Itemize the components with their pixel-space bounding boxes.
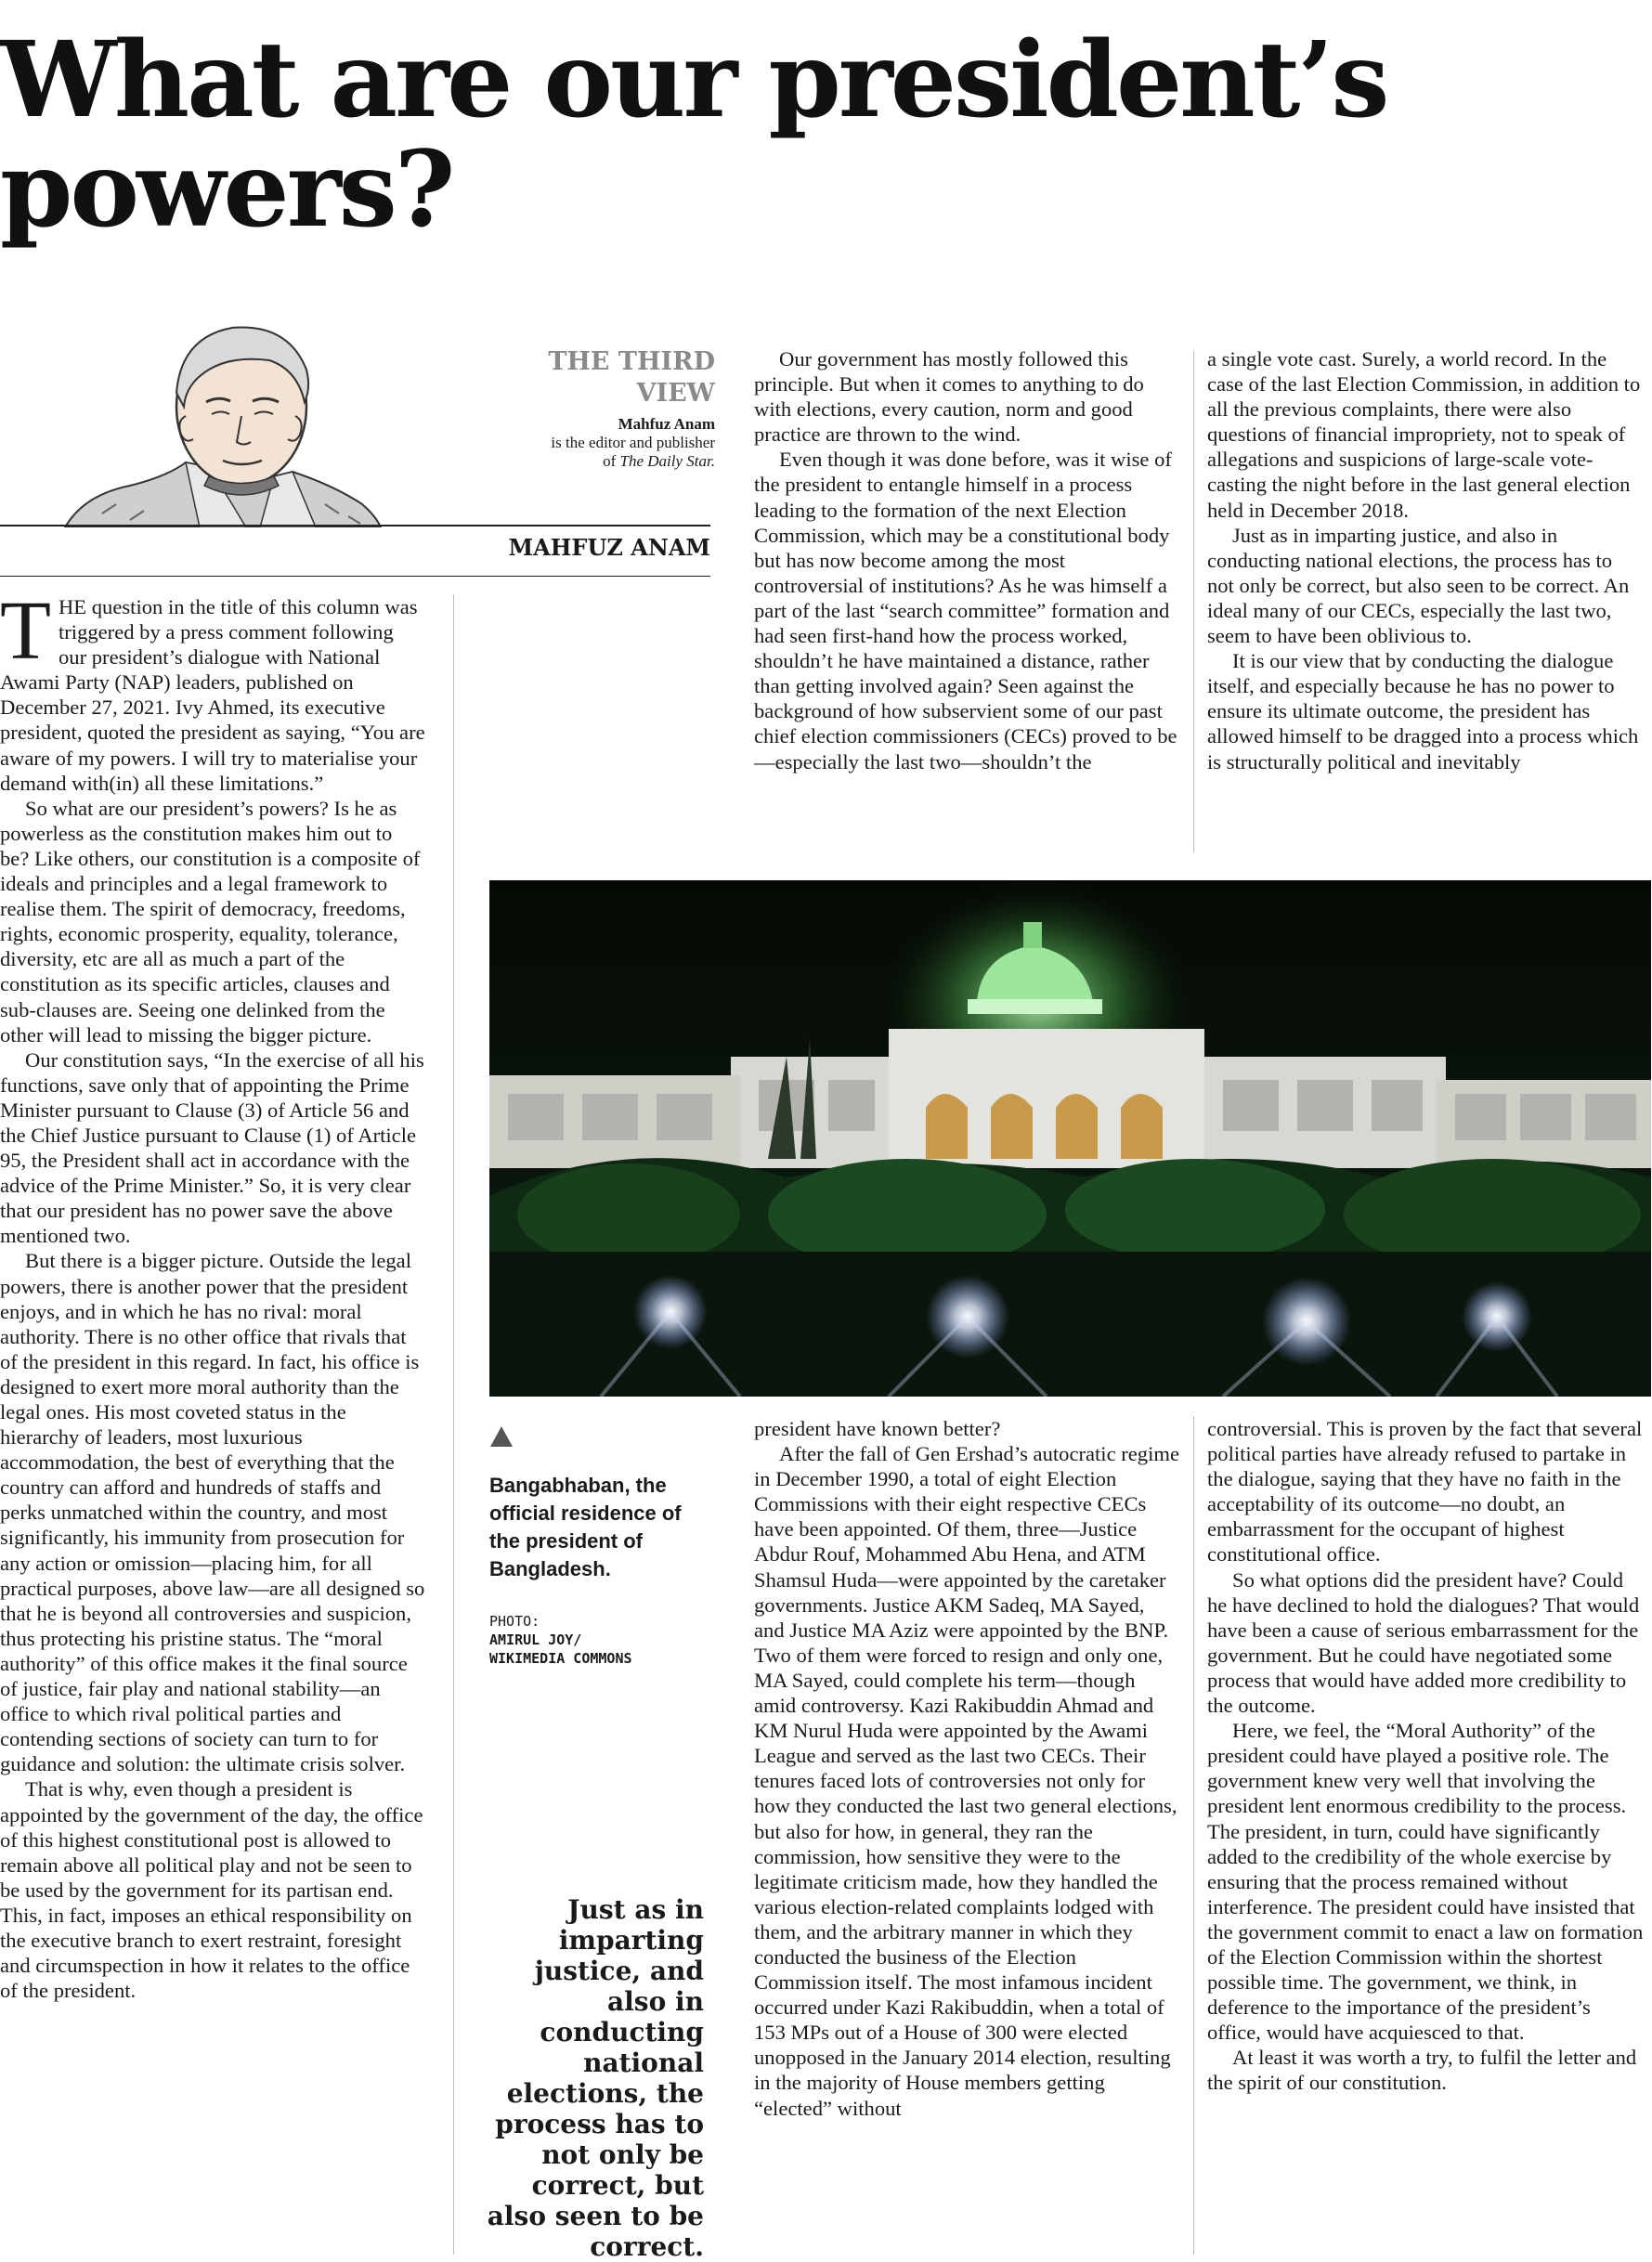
article-column-2-bottom: [754, 1416, 1179, 2121]
author-bio-role: is the editor and publisher: [551, 434, 715, 451]
article-paragraph: Our constitution says, “In the exercise of all his functions, save only that of appointing the Prime Minister pursuant to Clause (3) of Article 56 and the Chief Justice pursuant to Clause (1) of Article 95, the President shall act in accordance with the advice of the Prime Minister.” So, it is very clear that our president has no power save the above mentioned two.: [0, 1047, 424, 1248]
article-paragraph: Here, we feel, the “Moral Authority” of the president could have played a positive role. The government knew very well that involving the president lent enormous credibility to the process. The president, in turn, could have significantly added to the credibility of the whole exercise by ensuring that the process remained without interference. The president could have insisted that the government commit to enact a law on formation of the Election Commission within the shortest possible time. The government, we think, in deference to the importance of the president’s office, would have acquiesced to that.: [1207, 1719, 1644, 2045]
photo-caption: Bangabhaban, the official residence of the president of Bangladesh.: [489, 1474, 682, 1580]
article-column-2-top: [754, 346, 1179, 774]
pull-quote: Just as in imparting justice, and also in conducting national elections, the process has to not only be correct, but also seen to be correct.: [487, 1894, 704, 2262]
publication-name: The Daily Star.: [619, 452, 715, 470]
column-kicker-line-2: VIEW: [636, 379, 715, 408]
article-paragraph: Our government has mostly followed this principle. But when it comes to anything to do with elections, every caution, norm and good practice are thrown to the wind.: [754, 347, 1144, 447]
article-paragraph: Even though it was done before, was it wise of the president to entangle himself in a process leading to the formation of the next Election Commission, which may be a constitutional body but has now become among the most controversial of institutions? As he was himself a part of the last “search committee” formation and had seen first-hand how the process worked, shouldn’t he have maintained a distance, rather than getting involved again? Seen against the background of how subservient some of our past chief election commissioners (CECs) proved to be—especially the last two—shouldn’t the: [754, 448, 1177, 774]
author-name: MAHFUZ ANAM: [508, 534, 710, 561]
headline: What are our president’s powers?: [0, 20, 1387, 251]
author-bio-publication-prefix: of: [603, 452, 620, 470]
article-paragraph: At least it was worth a try, to fulfil the letter and the spirit of our constitution.: [1207, 2046, 1637, 2095]
article-paragraph: It is our view that by conducting the dialogue itself, and especially because he has no power to ensure its ultimate outcome, the president has allowed himself to be dragged into a process which is structurally political and inevitably: [1207, 649, 1639, 774]
article-paragraph-text: HE question in the title of this column was triggered by a press comment following our president’s dialogue with National Awami Party (NAP) leaders, published on December 27, 2021. Ivy Ahmed, its executive president, quoted the president as saying, “You are aware of my powers. I will try to materialise your demand with(in) all these limitations.”: [0, 595, 425, 795]
article-paragraph: But there is a bigger picture. Outside the legal powers, there is another power that the president enjoys, and in which he has no rival: moral authority. There is no other office that rivals that of the president in this regard. In fact, his office is designed to exert more moral authority than the legal ones. His most coveted status in the hierarchy of leaders, most luxurious accommodation, the best of everything that the country can afford and hundreds of staffs and perks unmatched within the country, and most significantly, his immunity from prosecution for any action or omission—placing him, for all practical purposes, above law—are all designed so that he is beyond all controversies and suspicion, thus protecting his pristine status. The “moral authority” of this office makes it the final source of justice, fair play and national stability—an office to which rival political parties and contending sections of society can turn to for guidance and solution: the ultimate crisis solver.: [0, 1249, 425, 1776]
caption-pointer-icon: [490, 1426, 513, 1447]
article-paragraph: After the fall of Gen Ershad’s autocratic regime in December 1990, a total of eight Election Commissions with their eight respective CECs have been appointed. Of them, three—Justice Abdur Rouf, Mohammed Abu Hena, and ATM Shamsul Huda—were appointed by the caretaker governments. Justice AKM Sadeq, MA Sayed, and Justice MA Aziz were appointed by the BNP. Two of them were forced to resign and only one, MA Sayed, could complete his term—though amid controversy. Kazi Rakibuddin Ahmad and KM Nurul Huda were appointed by the Awami League and served as the last two CECs. Their tenures faced lots of controversies not only for how they conducted the last two general elections, but also for how, in general, they ran the commission, how sensitive they were to the legitimate criticism made, how they handled the various election-related complaints lodged with them, and the arbitrary manner in which they conducted the business of the Election Commission itself. The most infamous incident occurred under Kazi Rakibuddin, when a total of 153 MPs out of a House of 300 were elected unopposed in the January 2014 election, resulting in the majority of House members getting “elected” without: [754, 1442, 1179, 2120]
article-column-3-bottom: [1207, 1416, 1644, 2096]
column-divider: [1193, 351, 1194, 852]
photo-credit-source: WIKIMEDIA COMMONS: [489, 1650, 632, 1667]
drop-cap: T: [0, 585, 51, 677]
author-bio-name: Mahfuz Anam: [618, 415, 715, 433]
column-kicker-line-1: THE THIRD: [548, 347, 715, 376]
column-kicker: [483, 346, 715, 410]
byline-bottom-rule: [0, 576, 710, 577]
article-column-3-top: [1207, 346, 1644, 774]
photo-credit-name: AMIRUL JOY/: [489, 1632, 582, 1648]
article-paragraph: So what options did the president have? Could he have declined to hold the dialogues? That would have been a cause of serious embarrassment for the government. But he could have negotiated some process that would have added more credibility to the outcome.: [1207, 1567, 1640, 1718]
photo-credit: [489, 1612, 712, 1668]
byline-top-rule: [0, 525, 710, 526]
author-bio-publication: [483, 452, 715, 471]
article-paragraph: [0, 585, 425, 796]
author-bio: [483, 415, 715, 471]
article-paragraph: president have known better?: [754, 1417, 1001, 1440]
article-paragraph: Just as in imparting justice, and also in conducting national elections, the process has to not only be correct, but also seen to be correct. An ideal many of our CECs, especially the last two, seem to have been oblivious to.: [1207, 523, 1630, 648]
photo-credit-label: PHOTO:: [489, 1613, 540, 1630]
column-divider: [453, 594, 454, 2255]
article-paragraph: So what are our president’s powers? Is he as powerless as the constitution makes him out to be? Like others, our constitution is a composite of ideals and principles and a legal framework to realise them. The spirit of democracy, freedoms, rights, economic prosperity, equality, tolerance, diversity, etc are all as much a part of the constitution as its specific articles, clauses and sub-clauses are. Seeing one delinked from the other will lead to missing the bigger picture.: [0, 796, 421, 1046]
bangabhaban-night-photo: [489, 880, 1651, 1397]
article-paragraph: a single vote cast. Surely, a world record. In the case of the last Election Commission, in addition to all the previous complaints, there were also questions of financial impropriety, not to speak of allegations and suspicions of large-scale vote-casting the night before in the last general election held in December 2018.: [1207, 347, 1641, 522]
article-column-1: [0, 585, 425, 2003]
author-portrait-illustration: [46, 305, 483, 527]
column-divider: [1193, 1416, 1194, 2255]
article-paragraph: controversial. This is proven by the fact that several political parties have already refused to partake in the dialogue, saying that they have no faith in the acceptability of its outcome—no doubt, an embarrassment for the occupant of highest constitutional office.: [1207, 1417, 1643, 1566]
article-paragraph: That is why, even though a president is appointed by the government of the day, the office of this highest constitutional post is allowed to remain above all political play and not be seen to be used by the government for its partisan end. This, in fact, imposes an ethical responsibility on the executive branch to exert restraint, foresight and circumspection in how it relates to the office of the president.: [0, 1777, 423, 2003]
